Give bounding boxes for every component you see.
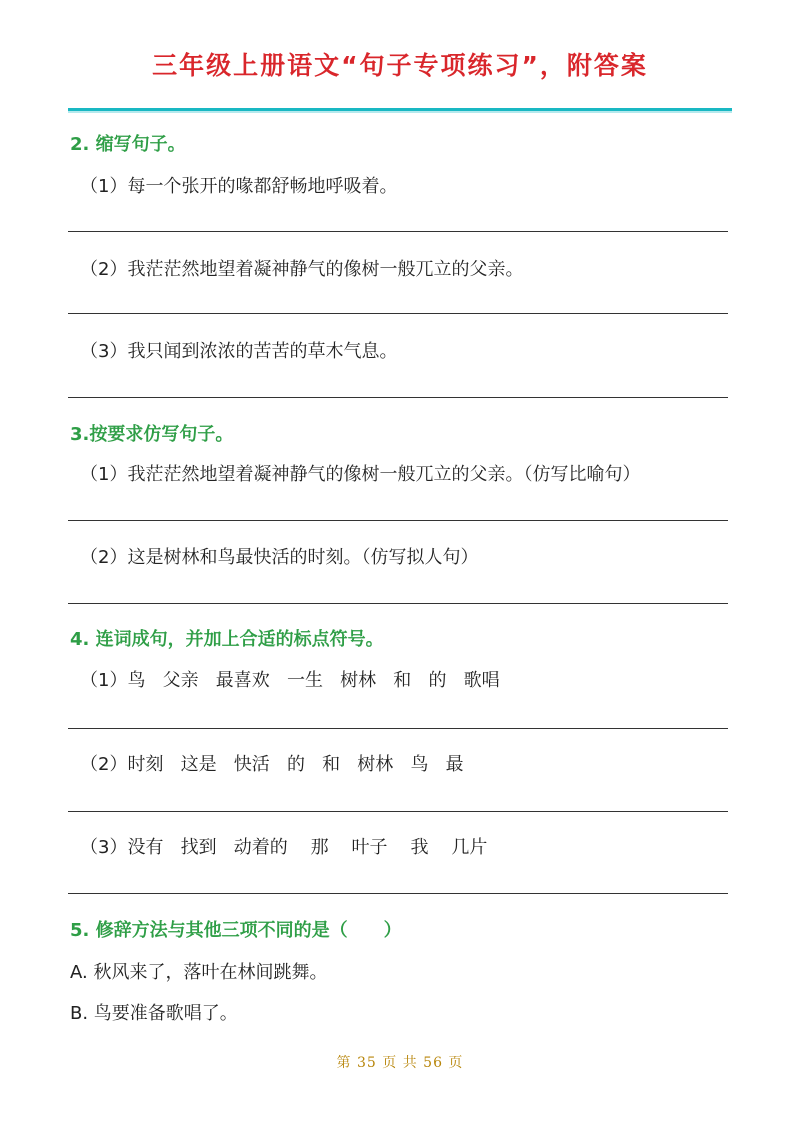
option-b: B. 鸟要准备歌唱了。 bbox=[70, 1003, 238, 1024]
question-4-3: （3）没有 找到 动着的 那 叶子 我 几片 bbox=[80, 837, 488, 858]
question-2-3: （3）我只闻到浓浓的苦苦的草木气息。 bbox=[80, 341, 398, 362]
section-heading-3: 3.按要求仿写句子。 bbox=[70, 424, 234, 445]
answer-line[interactable] bbox=[68, 397, 728, 398]
question-2-2: （2）我茫茫然地望着凝神静气的像树一般兀立的父亲。 bbox=[80, 259, 524, 280]
question-3-1: （1）我茫茫然地望着凝神静气的像树一般兀立的父亲。（仿写比喻句） bbox=[80, 464, 641, 485]
question-4-1: （1）鸟 父亲 最喜欢 一生 树林 和 的 歌唱 bbox=[80, 670, 500, 691]
section-heading-5: 5. 修辞方法与其他三项不同的是（ ） bbox=[70, 920, 402, 941]
answer-line[interactable] bbox=[68, 603, 728, 604]
answer-line[interactable] bbox=[68, 728, 728, 729]
answer-line[interactable] bbox=[68, 520, 728, 521]
answer-line[interactable] bbox=[68, 811, 728, 812]
section-heading-2: 2. 缩写句子。 bbox=[70, 134, 186, 155]
question-3-2: （2）这是树林和鸟最快活的时刻。（仿写拟人句） bbox=[80, 547, 479, 568]
page-title: 三年级上册语文“句子专项练习”，附答案 bbox=[152, 51, 648, 80]
title-divider bbox=[68, 108, 732, 113]
section-heading-4: 4. 连词成句，并加上合适的标点符号。 bbox=[70, 629, 384, 650]
answer-line[interactable] bbox=[68, 893, 728, 894]
question-4-2: （2）时刻 这是 快活 的 和 树林 鸟 最 bbox=[80, 754, 464, 775]
option-a: A. 秋风来了，落叶在林间跳舞。 bbox=[70, 962, 328, 983]
page-footer: 第 35 页 共 56 页 bbox=[336, 1055, 464, 1071]
question-2-1: （1）每一个张开的喙都舒畅地呼吸着。 bbox=[80, 176, 398, 197]
answer-line[interactable] bbox=[68, 313, 728, 314]
answer-line[interactable] bbox=[68, 231, 728, 232]
